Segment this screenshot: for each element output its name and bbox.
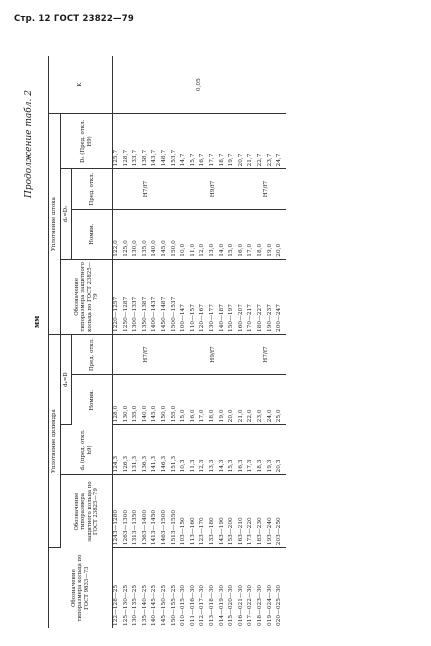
cell-ring: 018—023—30: [256, 584, 263, 626]
header-ring-designation: Обозначение типоразмера кольца по ГОСТ 9833—73: [49, 548, 113, 628]
dimensions-table: [48, 56, 286, 628]
cell-d3: 22,7: [257, 114, 267, 169]
cell-d4: 126,3: [123, 425, 133, 475]
cell-nominal-rod: 140,0: [151, 209, 161, 259]
cell-nominal: 150,0: [161, 375, 171, 425]
cell-d4: 141,3: [151, 425, 161, 475]
cell-d3: 18,7: [219, 114, 229, 169]
cell-d3: 17,7: [209, 114, 219, 169]
cell-d4: 20,3: [276, 425, 286, 475]
header-d4-eq: d₄=D: [61, 335, 72, 425]
cell-nominal-rod: 15,0: [228, 209, 238, 259]
cell-ring: 012—017—30: [199, 584, 206, 626]
header-d1-eq: d₁=D₁: [61, 169, 72, 259]
cell-nominal-rod: 130,0: [132, 209, 142, 259]
cell-protective: 143—190: [219, 475, 229, 548]
cell-protective: 123—170: [199, 475, 209, 548]
cell-ring: 135—140—25: [141, 584, 148, 626]
cell-protective: 1463—1500: [161, 475, 171, 548]
cell-protective: 113—160: [190, 475, 200, 548]
cell-d3: 153,7: [171, 114, 181, 169]
cell-nominal-rod: 11,0: [190, 209, 200, 259]
cell-ring: 150—155—25: [170, 584, 177, 626]
cell-nominal-rod: 135,0: [142, 209, 152, 259]
unit-label: мм: [32, 315, 41, 328]
cell-ring: 014—019—30: [218, 584, 225, 626]
cell-tolerance-rod: H7/f7: [247, 169, 285, 209]
cell-nominal-rod: 17,0: [247, 209, 257, 259]
cell-protective: 193—240: [267, 475, 277, 548]
cell-protective-rod: 1300—1337: [132, 259, 142, 334]
cell-ring: 013—018—30: [208, 584, 215, 626]
cell-protective-rod: 190—237: [267, 259, 277, 334]
cell-nominal-rod: 18,0: [257, 209, 267, 259]
cell-d4: 151,3: [171, 425, 181, 475]
cell-nominal: 17,0: [199, 375, 209, 425]
table-row: [247, 56, 257, 628]
rotated-table-frame: [20, 28, 400, 628]
cell-nominal-rod: 10,0: [180, 209, 190, 259]
cell-protective: 163—210: [238, 475, 248, 548]
cell-ring: 122—128—25: [113, 584, 119, 626]
cell-nominal: 19,0: [219, 375, 229, 425]
cell-protective: 1243—1280: [113, 475, 123, 548]
table-row: [180, 56, 190, 628]
cell-nominal-rod: 16,0: [238, 209, 248, 259]
cell-d3: 128,7: [123, 114, 133, 169]
cell-nominal: 18,0: [209, 375, 219, 425]
cell-tolerance-cyl: H7/f7: [113, 335, 181, 375]
cell-nominal: 24,0: [267, 375, 277, 425]
cell-protective-rod: 130—177: [209, 259, 219, 334]
cell-d4: 131,3: [132, 425, 142, 475]
cell-d3: 133,7: [132, 114, 142, 169]
cell-d4: 124,3: [113, 425, 123, 475]
page-title: Стр. 12 ГОСТ 23822—79: [14, 14, 134, 24]
cell-ring: 130—135—25: [132, 584, 139, 626]
header-d4: d₄ (пред. откл. h9): [61, 425, 113, 475]
cell-d3: 143,7: [151, 114, 161, 169]
cell-nominal: 140,0: [142, 375, 152, 425]
cell-nominal: 22,0: [247, 375, 257, 425]
cell-d4: 18,3: [257, 425, 267, 475]
cell-protective: 183—230: [257, 475, 267, 548]
cell-protective-rod: 100—147: [180, 259, 190, 334]
cell-protective: 203—250: [276, 475, 286, 548]
cell-nominal-rod: 150,0: [171, 209, 181, 259]
cell-d3: 138,7: [142, 114, 152, 169]
header-nominal: Номин.: [72, 375, 113, 425]
cell-d4: 146,3: [161, 425, 171, 475]
cell-nominal: 23,0: [257, 375, 267, 425]
cell-ring: 015—020—30: [228, 584, 235, 626]
cell-d3: 23,7: [267, 114, 277, 169]
cell-nominal-rod: 13,0: [209, 209, 219, 259]
cell-ring: 140—145—25: [151, 584, 158, 626]
cell-d4: 14,3: [219, 425, 229, 475]
cell-nominal: 155,0: [171, 375, 181, 425]
cell-d4: 13,3: [209, 425, 219, 475]
cell-ring: 020—025—30: [276, 584, 283, 626]
header-protective-ring: Обозначение типоразмера защитного кольца по ГОСТ 23825—79: [61, 475, 113, 548]
cell-nominal-rod: 19,0: [267, 209, 277, 259]
cell-protective-rod: 1250—1287: [123, 259, 133, 334]
header-k: K: [49, 56, 113, 114]
cell-protective-rod: 1350—1387: [142, 259, 152, 334]
cell-nominal-rod: 12,0: [199, 209, 209, 259]
cell-ring: 011—016—30: [189, 584, 196, 626]
cell-d4: 136,3: [142, 425, 152, 475]
cell-d4: 11,3: [190, 425, 200, 475]
cell-ring: 125—130—25: [122, 584, 129, 626]
cell-d3: 125,7: [113, 114, 123, 169]
cell-nominal-rod: 125,0: [123, 209, 133, 259]
cell-protective: 173—220: [247, 475, 257, 548]
cell-d4: 10,3: [180, 425, 190, 475]
header-protective-ring-rod: Обозначение типоразмера защитного кольца по ГОСТ 23825—79: [61, 259, 113, 334]
cell-d4: 17,3: [247, 425, 257, 475]
cell-nominal: 25,0: [276, 375, 286, 425]
cell-d3: 21,7: [247, 114, 257, 169]
cell-protective-rod: 120—167: [199, 259, 209, 334]
cell-d3: 20,7: [238, 114, 248, 169]
cell-d4: 19,3: [267, 425, 277, 475]
cell-ring: 010—015—30: [180, 584, 187, 626]
cell-protective: 1363—1400: [142, 475, 152, 548]
cell-protective: 153—200: [228, 475, 238, 548]
header-tolerance: Пред. откл.: [72, 335, 113, 375]
cell-nominal: 21,0: [238, 375, 248, 425]
cell-tolerance-cyl: H9/f7: [180, 335, 247, 375]
cell-nominal: 20,0: [228, 375, 238, 425]
cell-d4: 12,3: [199, 425, 209, 475]
header-tolerance-rod: Пред. откл.: [72, 169, 113, 209]
cell-protective: 1313—1350: [132, 475, 142, 548]
cell-ring: 145—150—25: [160, 584, 167, 626]
cell-protective-rod: 180—227: [257, 259, 267, 334]
cell-d3: 14,7: [180, 114, 190, 169]
cell-protective: 1413—1450: [151, 475, 161, 548]
cell-d3: 24,7: [276, 114, 286, 169]
cell-protective-rod: 1400—1437: [151, 259, 161, 334]
cell-nominal-rod: 122,0: [113, 209, 123, 259]
cell-protective-rod: 170—217: [247, 259, 257, 334]
cell-tolerance-rod: H7/f7: [113, 169, 181, 209]
cell-nominal: 135,0: [132, 375, 142, 425]
cell-k: 0,05: [113, 56, 286, 114]
cell-d3: 19,7: [228, 114, 238, 169]
header-nominal-rod: Номин.: [72, 209, 113, 259]
cell-tolerance-cyl: H7/f7: [247, 335, 285, 375]
header-rod-seal: Уплотнение штока: [49, 114, 61, 335]
cell-protective-rod: 1450—1487: [161, 259, 171, 334]
cell-nominal: 16,0: [190, 375, 200, 425]
cell-nominal-rod: 14,0: [219, 209, 229, 259]
cell-d3: 16,7: [199, 114, 209, 169]
continuation-label: Продолжение табл. 2: [24, 90, 34, 198]
cell-protective-rod: 150—197: [228, 259, 238, 334]
cell-protective-rod: 200—247: [276, 259, 286, 334]
header-d3: D₃ (Пред. откл. H9): [61, 114, 113, 169]
header-cylinder-seal: Уплотнение цилиндра: [49, 335, 61, 548]
cell-protective: 133—180: [209, 475, 219, 548]
cell-ring: 017—022—30: [247, 584, 254, 626]
cell-nominal: 130,0: [123, 375, 133, 425]
cell-d4: 16,3: [238, 425, 248, 475]
cell-nominal: 128,0: [113, 375, 123, 425]
cell-protective: 103—150: [180, 475, 190, 548]
cell-nominal-rod: 20,0: [276, 209, 286, 259]
cell-tolerance-rod: H9/f7: [180, 169, 247, 209]
table-body: [113, 56, 286, 628]
table-row: [113, 56, 123, 628]
cell-d3: 148,7: [161, 114, 171, 169]
cell-protective-rod: 160—207: [238, 259, 248, 334]
cell-protective: 1513—1550: [171, 475, 181, 548]
cell-d4: 15,3: [228, 425, 238, 475]
cell-nominal-rod: 145,0: [161, 209, 171, 259]
cell-protective-rod: 110—157: [190, 259, 200, 334]
cell-nominal: 145,0: [151, 375, 161, 425]
cell-protective-rod: 140—187: [219, 259, 229, 334]
cell-protective: 1263—1300: [123, 475, 133, 548]
cell-protective-rod: 1220—1257: [113, 259, 123, 334]
cell-protective-rod: 1500—1537: [171, 259, 181, 334]
cell-d3: 15,7: [190, 114, 200, 169]
cell-ring: 019—024—30: [266, 584, 273, 626]
cell-ring: 016—021—30: [237, 584, 244, 626]
cell-nominal: 15,0: [180, 375, 190, 425]
